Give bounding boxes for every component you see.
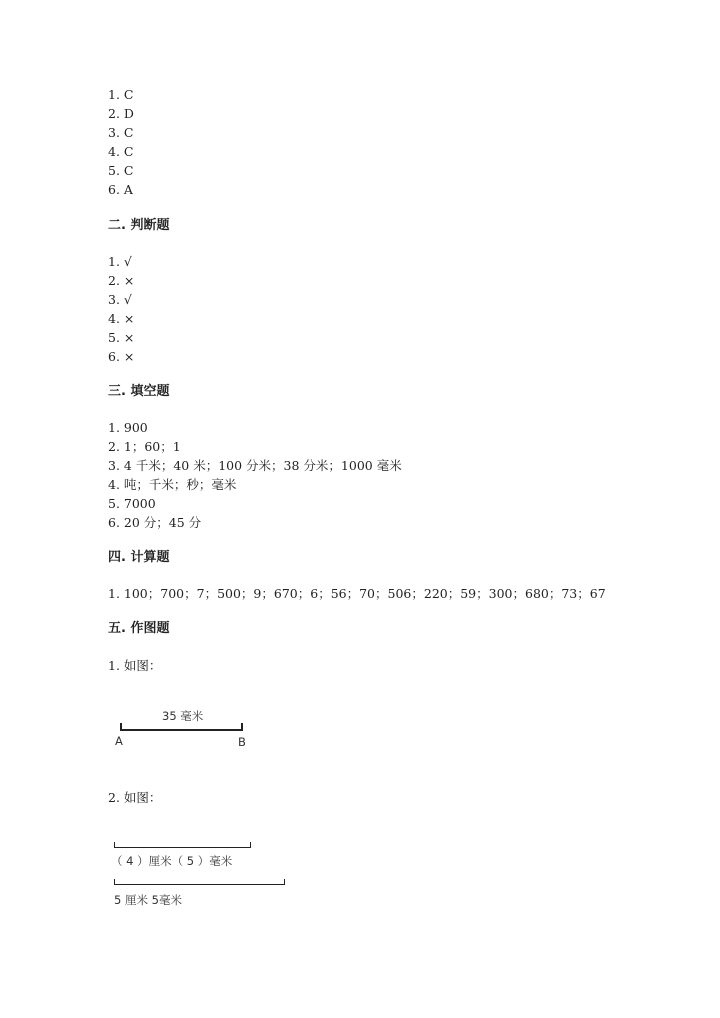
lower-bar-tick-left bbox=[114, 879, 115, 885]
section-heading-drawing: 五. 作图题 bbox=[108, 621, 170, 636]
answer-line: 5. C bbox=[108, 162, 134, 178]
upper-bar-label: （ 4 ）厘米（ 5 ）毫米 bbox=[111, 854, 233, 868]
choice-answers bbox=[108, 86, 134, 199]
lower-bar-line bbox=[114, 884, 285, 885]
answer-line: 1. 900 bbox=[108, 420, 148, 435]
segment-ab-line bbox=[120, 729, 242, 731]
answer-line: 5. 7000 bbox=[108, 495, 156, 511]
drawing-q2-label: 2. 如图： bbox=[108, 790, 162, 805]
segment-ab-figure bbox=[108, 701, 268, 751]
segment-tick-a bbox=[120, 723, 122, 731]
answer-line: 2. 1；60；1 bbox=[108, 438, 181, 454]
section-heading-fill-blank: 三. 填空题 bbox=[108, 384, 170, 399]
answer-line: 4. 吨；千米；秒；毫米 bbox=[108, 476, 237, 492]
section-heading-judgement: 二. 判断题 bbox=[108, 218, 170, 233]
lower-bar-label: 5 厘米 5毫米 bbox=[114, 893, 182, 907]
answer-line: 4. C bbox=[108, 143, 134, 159]
judgement-answers bbox=[108, 253, 134, 366]
upper-bar-tick-left bbox=[114, 842, 115, 848]
section-heading-calculation: 四. 计算题 bbox=[108, 550, 170, 565]
answer-line: 5. × bbox=[108, 329, 135, 345]
answer-line: 2. D bbox=[108, 105, 134, 121]
point-a-label: A bbox=[115, 734, 123, 748]
answer-line: 6. × bbox=[108, 348, 135, 364]
calculation-answers bbox=[108, 585, 606, 604]
upper-bar-tick-right bbox=[250, 842, 251, 848]
point-b-label: B bbox=[238, 735, 246, 749]
answer-line: 6. 20 分；45 分 bbox=[108, 514, 202, 530]
answer-line: 3. √ bbox=[108, 291, 132, 307]
drawing-q1-label: 1. 如图： bbox=[108, 658, 162, 673]
answer-line: 1. √ bbox=[108, 254, 132, 269]
answer-line: 3. C bbox=[108, 124, 134, 140]
lower-bar-tick-right bbox=[284, 879, 285, 885]
fill-blank-answers bbox=[108, 419, 402, 532]
answer-line: 6. A bbox=[108, 181, 133, 197]
measurement-figure bbox=[108, 838, 308, 913]
segment-length-label: 35 毫米 bbox=[162, 709, 204, 723]
answer-line: 4. × bbox=[108, 310, 135, 326]
answer-line: 1. 100；700；7；500；9；670；6；56；70；506；220；59；300；680；73；67 bbox=[108, 586, 606, 601]
answer-line: 1. C bbox=[108, 87, 134, 102]
upper-bar-line bbox=[114, 847, 251, 848]
answer-line: 2. × bbox=[108, 272, 135, 288]
segment-tick-b bbox=[241, 723, 243, 731]
answer-line: 3. 4 千米；40 米；100 分米；38 分米；1000 毫米 bbox=[108, 457, 402, 473]
